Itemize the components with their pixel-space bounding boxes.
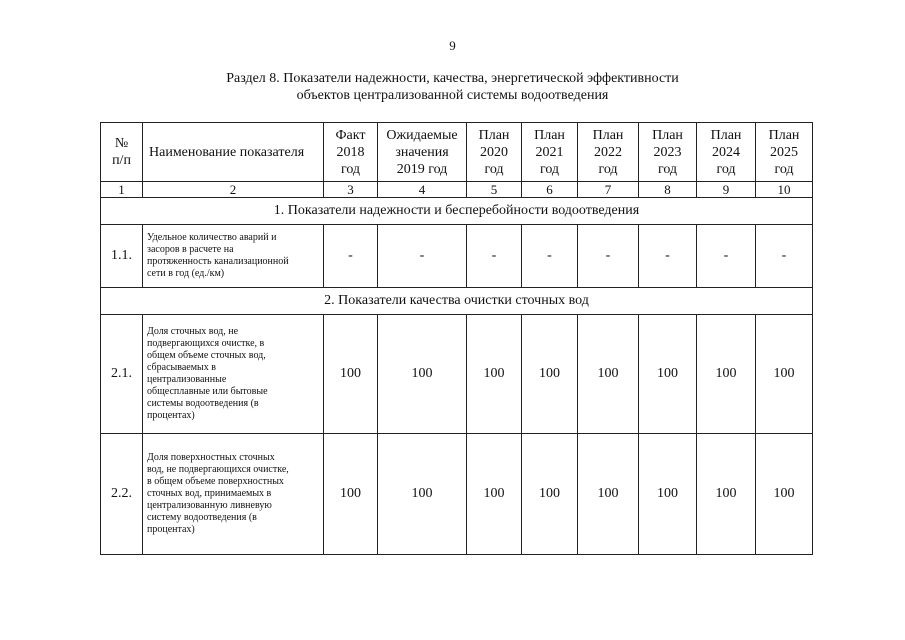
header-col-plan-2025: План 2025 год (756, 123, 813, 182)
section-title-line-2: объектов централизованной системы водоотведения (296, 88, 609, 103)
header-col-plan-2024: План 2024 год (697, 123, 756, 182)
row-value: - (324, 225, 378, 288)
row-value: 100 (697, 434, 756, 555)
row-value: 100 (522, 434, 578, 555)
header-num: № п/п (101, 123, 143, 182)
header-row (101, 123, 813, 182)
table-row (101, 434, 813, 555)
table-row (101, 315, 813, 434)
row-value: - (467, 225, 522, 288)
section-title-line-1: Раздел 8. Показатели надежности, качества, энергетической эффективности (226, 71, 679, 86)
row-description: Удельное количество аварий и засоров в расчете на протяженность канализационной сети в год (ед./км) (143, 225, 324, 288)
column-number: 4 (378, 182, 467, 198)
row-number: 2.2. (101, 434, 143, 555)
section-row-2 (101, 288, 813, 315)
header-col-fact-2018: Факт 2018 год (324, 123, 378, 182)
row-value: 100 (639, 315, 697, 434)
row-value: 100 (639, 434, 697, 555)
row-value: - (522, 225, 578, 288)
row-value: 100 (378, 315, 467, 434)
section-heading: 2. Показатели качества очистки сточных вод (101, 288, 813, 315)
row-value: 100 (756, 315, 813, 434)
row-value: - (578, 225, 639, 288)
header-col-plan-2022: План 2022 год (578, 123, 639, 182)
row-value: 100 (522, 315, 578, 434)
row-value: 100 (324, 315, 378, 434)
row-number: 2.1. (101, 315, 143, 434)
row-value: - (378, 225, 467, 288)
row-value: 100 (578, 315, 639, 434)
row-value: 100 (324, 434, 378, 555)
header-col-plan-2020: План 2020 год (467, 123, 522, 182)
header-name: Наименование показателя (143, 123, 324, 182)
section-title (0, 70, 905, 104)
column-number: 8 (639, 182, 697, 198)
row-value: 100 (578, 434, 639, 555)
row-value: - (639, 225, 697, 288)
row-value: - (697, 225, 756, 288)
section-row-1 (101, 198, 813, 225)
row-value: 100 (467, 434, 522, 555)
column-number: 6 (522, 182, 578, 198)
column-number: 2 (143, 182, 324, 198)
header-col-plan-2023: План 2023 год (639, 123, 697, 182)
row-value: - (756, 225, 813, 288)
row-value: 100 (378, 434, 467, 555)
column-number: 1 (101, 182, 143, 198)
section-heading: 1. Показатели надежности и бесперебойности водоотведения (101, 198, 813, 225)
header-col-expected-2019: Ожидаемые значения 2019 год (378, 123, 467, 182)
indicators-table (100, 122, 813, 555)
column-number: 3 (324, 182, 378, 198)
row-value: 100 (467, 315, 522, 434)
column-number-row (101, 182, 813, 198)
table-row (101, 225, 813, 288)
row-description: Доля сточных вод, не подвергающихся очистке, в общем объеме сточных вод, сбрасываемых в централизованные общесплавные или бытовые системы водоотведения (в процентах) (143, 315, 324, 434)
column-number: 7 (578, 182, 639, 198)
row-description: Доля поверхностных сточных вод, не подвергающихся очистке, в общем объеме поверхностных сточных вод, принимаемых в централизованную ливневую систему водоотведения (в процентах) (143, 434, 324, 555)
row-number: 1.1. (101, 225, 143, 288)
header-col-plan-2021: План 2021 год (522, 123, 578, 182)
column-number: 10 (756, 182, 813, 198)
row-value: 100 (697, 315, 756, 434)
column-number: 9 (697, 182, 756, 198)
page-number: 9 (449, 38, 456, 53)
row-value: 100 (756, 434, 813, 555)
column-number: 5 (467, 182, 522, 198)
